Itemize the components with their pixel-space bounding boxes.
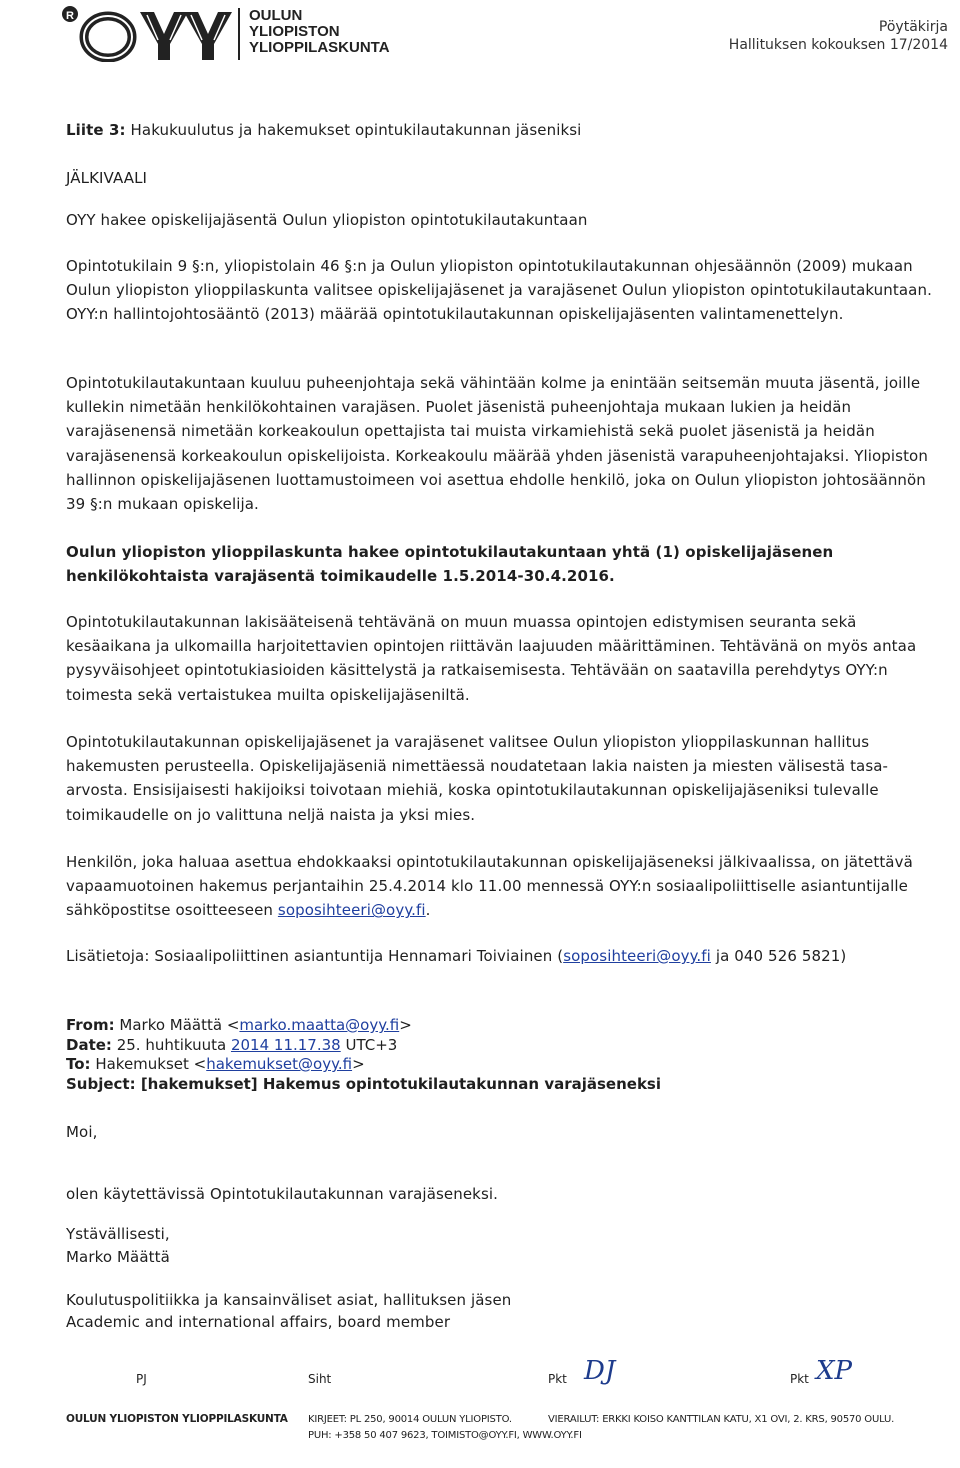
date-label: Date: [66, 1035, 112, 1054]
org-line-2: YLIOPISTON [249, 23, 340, 40]
oyy-logo-mark [62, 4, 234, 62]
paragraph-selection: Opintotukilautakunnan opiskelijajäsenet ja varajäsenet valitsee Oulun yliopiston ylioppilaskunnan hallitus hakemusten perusteella. Opiskelijajäseniä nimettäessä noudatetaan lakia naisten ja miesten välisestä tasa-arvosta. Ensisijaisesti hakijoiksi toivotaan miehiä, koska opintotukilautakunnan opiskelijajäseniksi tulevalle toimikaudelle on jo valittuna neljä naista ja yksi mies. [66, 733, 889, 824]
email-link-more-info[interactable]: soposihteeri@oyy.fi [563, 947, 711, 965]
to-name: Hakemukset < [90, 1055, 207, 1073]
doc-header [729, 18, 948, 54]
org-line-1: OULUN [249, 7, 303, 24]
org-name [249, 8, 390, 56]
email-date [66, 1036, 946, 1056]
footer-visit-address: VIERAILUT: ERKKI KOISO KANTTILAN KATU, X1 OVI, 2. KRS, 90570 OULU. [548, 1414, 895, 1425]
subject-label: Subject: [66, 1074, 136, 1093]
logo-divider [238, 8, 240, 60]
date-link[interactable]: 2014 11.17.38 [230, 1035, 341, 1054]
paragraph-composition: Opintotukilautakuntaan kuuluu puheenjohtaja sekä vähintään kolme ja enintään seitsemän muuta jäsentä, joille kullekin nimetään henkilökohtainen varajäsen. Puolet jäsenistä puheenjohtaja mukaan lukien ja heidän varajäsenensä nimetään korkeakoulun opettajista tai muista virkamiehistä sekä puolet jäsenistä ja heidän varajäsenensä korkeakoulun opiskelijoista. Korkeakoulu määrää yhden jäsenistä varapuheenjohtajaksi. Yliopiston hallinnon opiskelijajäsenen luottamustoimeen voi asettua ehdolle henkilö, joka on Oulun yliopiston johtosäännön 39 §:n mukaan opiskelija. [66, 374, 928, 514]
date-text: 25. huhtikuuta [111, 1035, 231, 1054]
application-text: Henkilön, joka haluaa asettua ehdokkaaksi opintotukilautakunnan opiskelijajäseneksi jälkivaalissa, on jätettävä vapaamuotoinen hakemus perjantaihin 25.4.2014 klo 11.00 mennessä OYY:n sosiaalipoliittiselle asiantuntijalle sähköpostitse osoitteeseen [66, 853, 913, 920]
paragraph-more-info [66, 944, 946, 968]
doc-type: Pöytäkirja [878, 19, 948, 35]
date-zone: UTC+3 [340, 1035, 398, 1054]
footer-siht-label: Siht [308, 1372, 332, 1386]
email-headers [66, 1016, 946, 1094]
email-sender: Marko Määttä [66, 1248, 170, 1266]
attachment-title [66, 118, 946, 142]
email-link-soposihteeri[interactable]: soposihteeri@oyy.fi [277, 901, 426, 920]
email-greeting: Moi, [66, 1123, 98, 1141]
email-role-fi: Koulutuspolitiikka ja kansainväliset asiat, hallituksen jäsen [66, 1291, 512, 1309]
attachment-title-text: Hakukuulutus ja hakemukset opintukilautakunnan jäseniksi [130, 121, 582, 139]
email-closing: Ystävällisesti, [66, 1225, 170, 1243]
heading: OYY hakee opiskelijajäsentä Oulun yliopiston opintotukilautakuntaan [66, 211, 588, 229]
email-role-en: Academic and international affairs, board member [66, 1313, 451, 1331]
footer-postal-address: KIRJEET: PL 250, 90014 OULUN YLIOPISTO. [308, 1414, 512, 1425]
attachment-label: Liite 3: [66, 121, 126, 139]
footer-pj-label: PJ [136, 1372, 147, 1386]
svg-text:R: R [66, 10, 74, 22]
from-label: From: [66, 1016, 115, 1034]
footer-contact: PUH: +358 50 407 9623, TOIMISTO@OYY.FI, WWW.OYY.FI [308, 1430, 582, 1441]
subject-text: [hakemukset] Hakemus opintotukilautakunnan varajäseneksi [135, 1074, 662, 1093]
paragraph-announcement: Oulun yliopiston ylioppilaskunta hakee opintotukilautakuntaan yhtä (1) opiskelijajäsenen henkilökohtaista varajäsentä toimikaudelle 1.5.2014-30.4.2016. [66, 543, 834, 586]
footer-pkt-label-1: Pkt [548, 1372, 567, 1386]
from-address-link[interactable]: marko.maatta@oyy.fi [239, 1016, 400, 1034]
email-from [66, 1016, 946, 1036]
from-name: Marko Määttä < [114, 1016, 240, 1034]
paragraph-duties: Opintotukilautakunnan lakisääteisenä tehtävänä on muun muassa opintojen edistymisen seuranta sekä kesäaikana ja ulkomailla harjoitettavien opintojen riittävän laajuuden määrittäminen. Tehtävänä on myös antaa pysyväisohjeet opintotukiasioiden käsittelystä ja ratkaisemisesta. Tehtävään on saatavilla perehdytys OYY:n toimesta sekä vertaistukea muilta opiskelijajäseniltä. [66, 613, 917, 704]
to-label: To: [66, 1055, 91, 1073]
oyy-logo [62, 4, 234, 66]
footer-pkt-label-2: Pkt [790, 1372, 809, 1386]
paragraph-legal-basis: Opintotukilain 9 §:n, yliopistolain 46 §:n ja Oulun yliopiston opintotukilautakunnan ohjesäännön (2009) mukaan Oulun yliopiston ylioppilaskunta valitsee opiskelijajäsenet ja varajäsenet Oulun yliopiston opintotukilautakuntaan. OYY:n hallintojohtosääntö (2013) määrää opintotukilautakunnan opiskelijajäsenten valintamenettelyn. [66, 257, 932, 324]
org-line-3: YLIOPPILASKUNTA [249, 39, 390, 56]
meeting-number: Hallituksen kokouksen 17/2014 [728, 37, 948, 53]
email-to [66, 1055, 946, 1075]
to-address-link[interactable]: hakemukset@oyy.fi [206, 1055, 353, 1073]
footer-org: OULUN YLIOPISTON YLIOPPILASKUNTA [66, 1413, 288, 1425]
initials-signature-2: XP [816, 1356, 853, 1386]
more-info-text: Lisätietoja: Sosiaalipoliittinen asiantuntija Hennamari Toiviainen ( [66, 947, 564, 965]
more-info-phone: ja 040 526 5821) [710, 947, 847, 965]
initials-signature-1: DJ [584, 1356, 616, 1386]
application-text-end: . [425, 901, 431, 920]
email-subject [66, 1075, 946, 1095]
subtitle: JÄLKIVAALI [66, 169, 148, 187]
to-end: > [352, 1055, 365, 1073]
from-end: > [399, 1016, 412, 1034]
paragraph-application [66, 850, 946, 923]
email-body: olen käytettävissä Opintotukilautakunnan varajäseneksi. [66, 1185, 498, 1203]
